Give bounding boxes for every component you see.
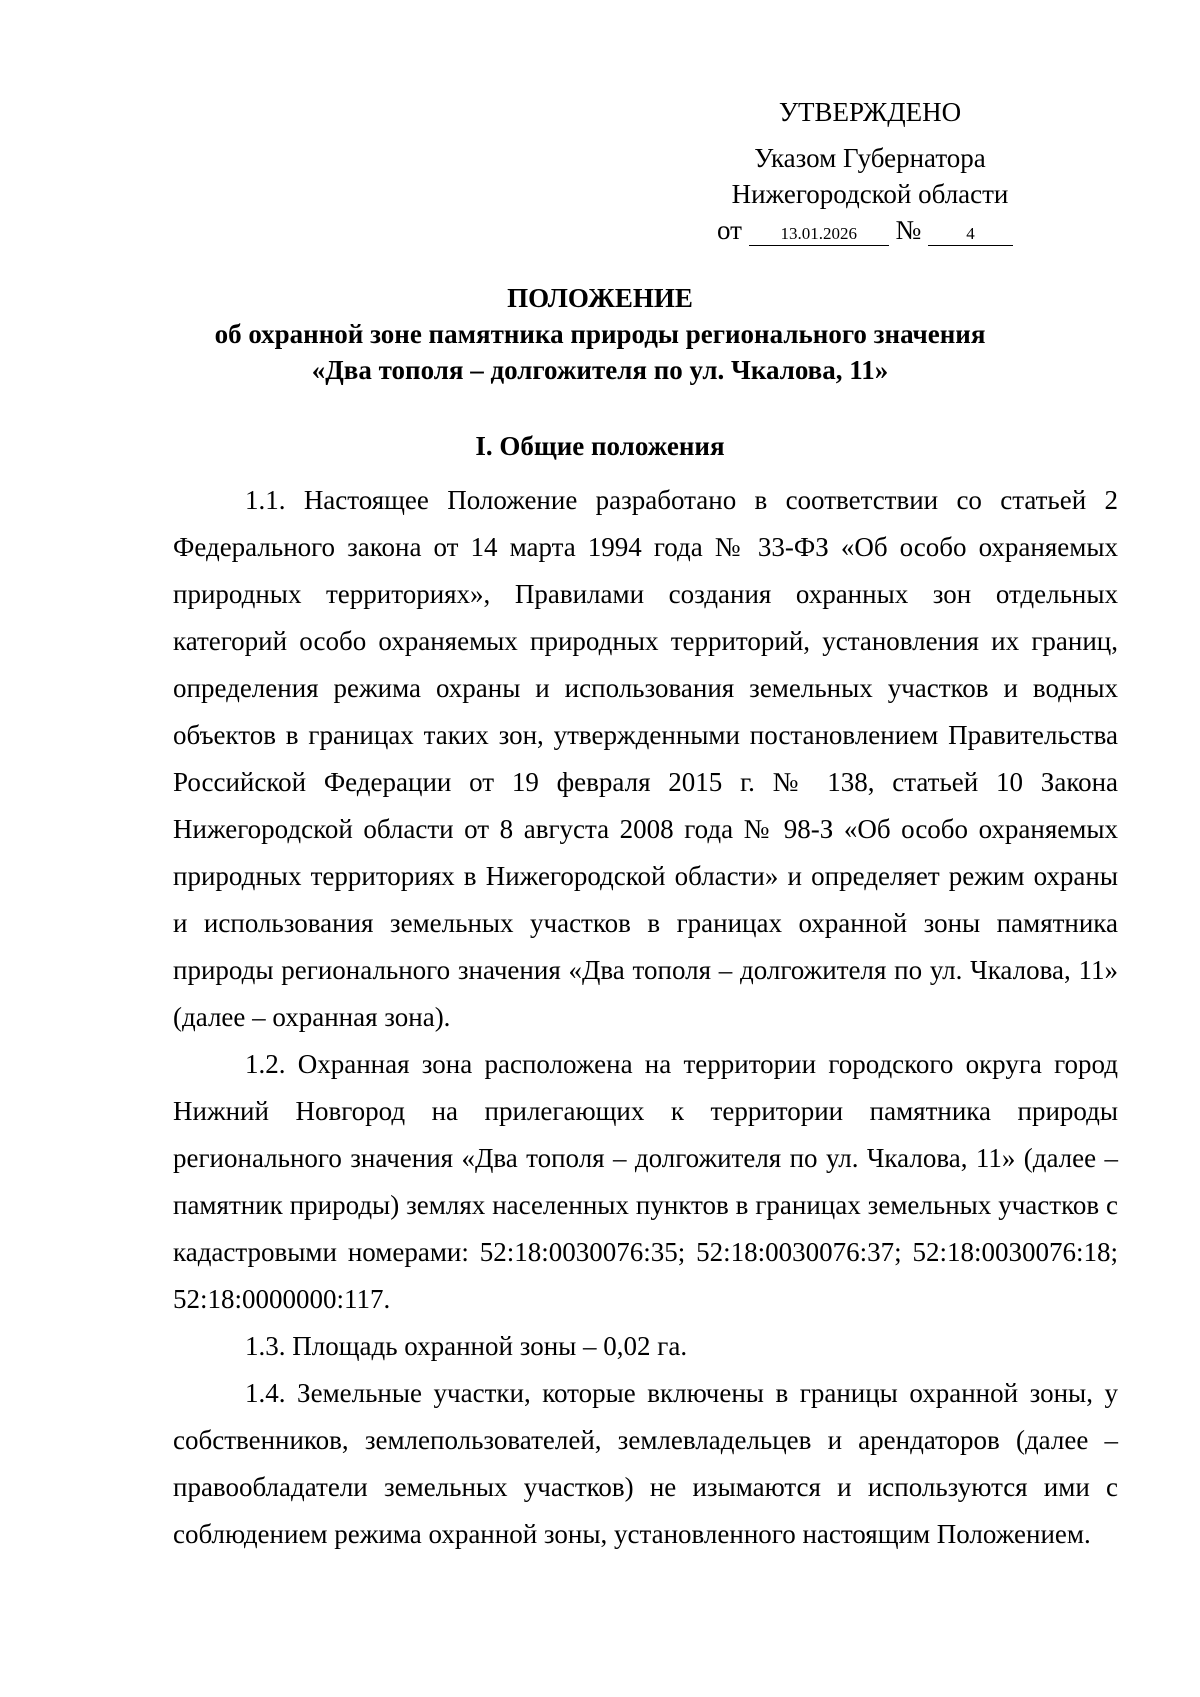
- number-sign: №: [895, 215, 922, 245]
- section-title: I. Общие положения: [475, 431, 725, 461]
- document-heading: [150, 280, 1050, 388]
- document-subtitle-line-1: об охранной зоне памятника природы регионального значения: [214, 319, 986, 349]
- paragraph-1-1: 1.1. Настоящее Положение разработано в соответствии со статьей 2 Федерального закона от 14 марта 1994 года № 33-ФЗ «Об особо охраняемых природных территориях», Правилами создания охранных зон отдельных категорий особо охраняемых природных территорий, установления их границ, определения режима охраны и использования земельных участков и водных объектов в границах таких зон, утвержденными постановлением Правительства Российской Федерации от 19 февраля 2015 г. № 138, статьей 10 Закона Нижегородской области от 8 августа 2008 года № 98-З «Об особо охраняемых природных территориях в Нижегородской области» и определяет режим охраны и использования земельных участков в границах охранной зоны памятника природы регионального значения «Два тополя – долгожителя по ул. Чкалова, 11» (далее – охранная зона).: [173, 485, 1118, 1032]
- decree-date: 13.01.2026: [749, 223, 889, 246]
- document-title: ПОЛОЖЕНИЕ: [507, 283, 693, 313]
- approval-line-2: Нижегородской области: [731, 179, 1009, 209]
- approval-stamp: [680, 94, 1060, 248]
- document-subtitle-line-2: «Два тополя – долгожителя по ул. Чкалова, 11»: [311, 355, 889, 385]
- date-prefix: от: [717, 215, 742, 245]
- paragraph-1-2: 1.2. Охранная зона расположена на территории городского округа город Нижний Новгород на прилегающих к территории памятника природы регионального значения «Два тополя – долгожителя по ул. Чкалова, 11» (далее – памятник природы) землях населенных пунктов в границах земельных участков с кадастровыми номерами: 52:18:0030076:35; 52:18:0030076:37; 52:18:0030076:18; 52:18:0000000:117.: [173, 1049, 1118, 1314]
- approval-date-row: [680, 212, 1060, 248]
- paragraph-1-4: 1.4. Земельные участки, которые включены в границы охранной зоны, у собственников, землепользователей, землевладельцев и арендаторов (далее – правообладатели земельных участков) не изымаются и используются ими с соблюдением режима охранной зоны, установленного настоящим Положением.: [173, 1378, 1118, 1549]
- section-body: [173, 477, 1118, 1558]
- approval-line-1: Указом Губернатора: [754, 143, 986, 173]
- decree-number: 4: [928, 223, 1013, 246]
- approval-title: УТВЕРЖДЕНО: [778, 97, 962, 127]
- paragraph-1-3: 1.3. Площадь охранной зоны – 0,02 га.: [245, 1331, 688, 1361]
